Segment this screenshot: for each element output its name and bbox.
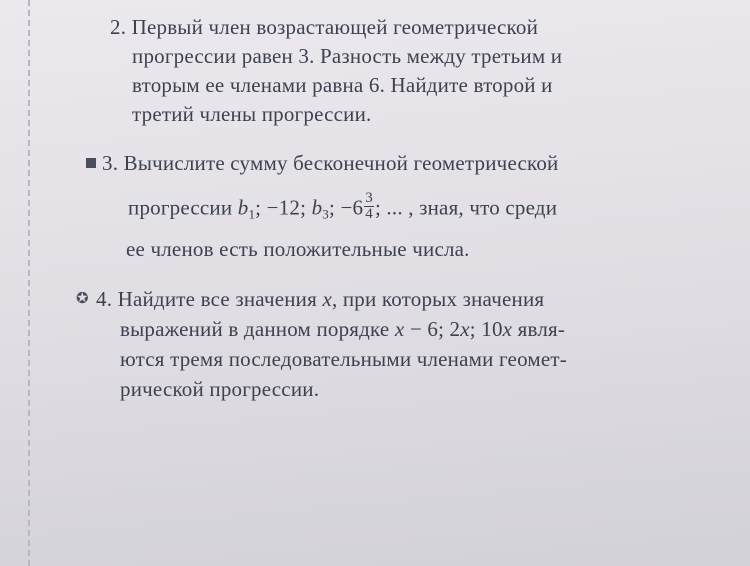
expr3-variable: x	[502, 317, 513, 341]
b1-variable: b	[237, 195, 249, 220]
problem-4-line-2	[120, 316, 565, 342]
problem-3-line-1	[102, 150, 558, 176]
problem-3-line-2	[128, 190, 558, 225]
problem-3-sep-1: ; −12;	[255, 195, 312, 220]
expr2-variable: x	[460, 317, 470, 341]
problem-4-line-1	[96, 286, 544, 312]
margin-dashed-line	[28, 0, 30, 566]
problem-4-line-3: ются тремя последовательными членами геомет-	[120, 347, 567, 371]
difficulty-star-icon: ✪	[76, 291, 89, 307]
mixed-fraction	[364, 191, 374, 222]
x-variable: x	[322, 287, 332, 311]
b1-subscript: 1	[248, 206, 256, 222]
expr1-variable: x	[394, 317, 405, 341]
problem-3-tail: ; ... , зная, что среди	[374, 195, 558, 220]
problem-2-line-2: прогрессии равен 3. Разность между третьим и	[132, 44, 563, 68]
problem-3-number: 3.	[102, 151, 119, 175]
fraction-denominator: 4	[365, 206, 373, 222]
problem-4-line-4: рической прогрессии.	[120, 377, 320, 401]
problem-4-tail-2: явля-	[512, 317, 566, 341]
b3-variable: b	[311, 195, 323, 220]
problem-4-lead-2: выражений в данном порядке	[120, 317, 395, 341]
problem-3-line-3: ее членов есть положительные числа.	[126, 237, 470, 261]
problem-4-lead: Найдите все значения	[117, 287, 323, 311]
problem-3-sep-2: ; −6	[329, 195, 364, 220]
problem-2-text-1: Первый член возрастающей геометрической	[131, 15, 539, 39]
b3-subscript: 3	[322, 206, 329, 222]
problem-2-line-4: третий члены прогрессии.	[132, 102, 372, 126]
problem-2-line-1	[110, 14, 538, 40]
expr2-rest: ; 10	[469, 317, 503, 341]
problem-3-lead: прогрессии	[128, 195, 238, 220]
fraction-numerator: 3	[365, 190, 373, 206]
problem-2-number: 2.	[110, 15, 127, 39]
difficulty-square-icon	[86, 158, 96, 168]
problem-4-tail-1: , при которых значения	[331, 287, 545, 311]
problem-4-number: 4.	[96, 287, 113, 311]
expr1-rest: − 6; 2	[404, 317, 461, 341]
problem-3-text-1: Вычислите сумму бесконечной геометрической	[123, 151, 559, 175]
problem-2-line-3: вторым ее членами равна 6. Найдите второй и	[132, 73, 553, 97]
